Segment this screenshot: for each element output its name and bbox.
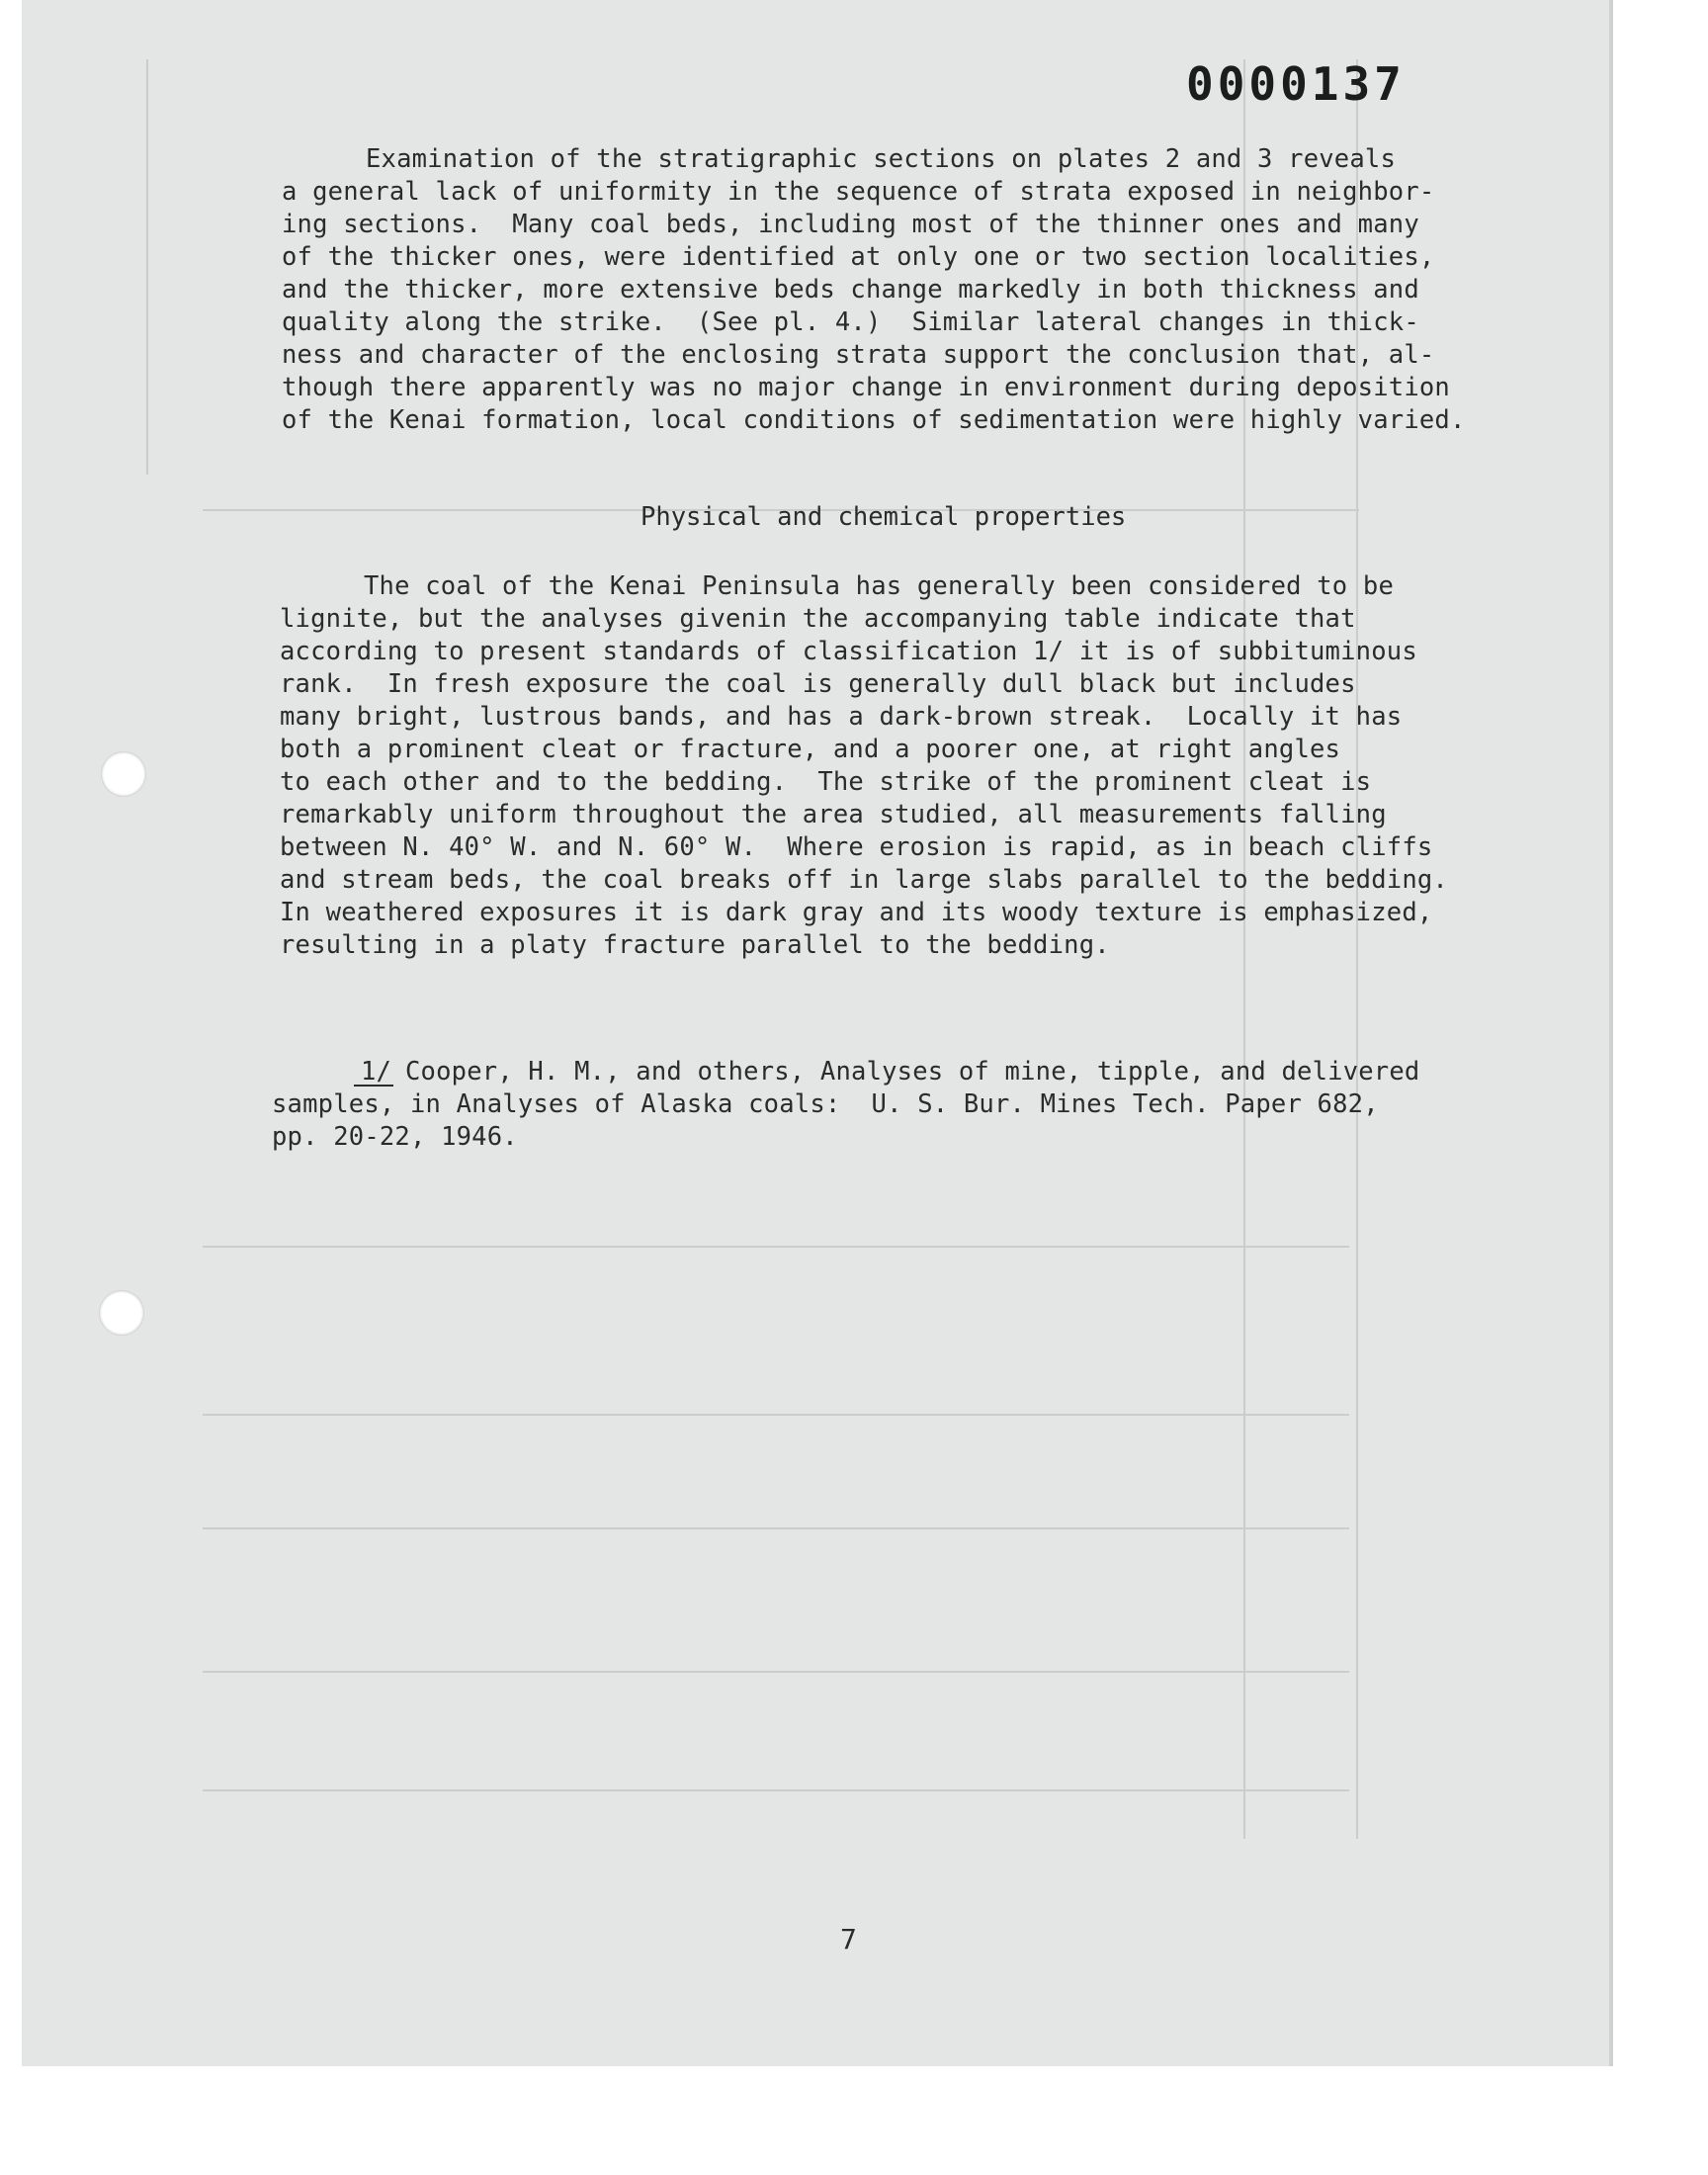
- page-edge-shadow: [1609, 0, 1613, 2066]
- text-line: a general lack of uniformity in the sequence of strata exposed in neighbor-: [282, 177, 1435, 207]
- text-line: though there apparently was no major change in environment during deposition: [282, 373, 1450, 402]
- text-line: according to present standards of classification 1/ it is of subbituminous: [280, 637, 1417, 666]
- text-line: and the thicker, more extensive beds change markedly in both thickness and: [282, 275, 1419, 304]
- text-line: Examination of the stratigraphic sections on plates 2 and 3 reveals: [366, 144, 1397, 174]
- text-line: Cooper, H. M., and others, Analyses of mine, tipple, and delivered: [405, 1057, 1420, 1087]
- bleed-through-line: [203, 1671, 1349, 1673]
- text-line: and stream beds, the coal breaks off in large slabs parallel to the bedding.: [280, 865, 1448, 895]
- text-line: of the thicker ones, were identified at only one or two section localities,: [282, 242, 1435, 272]
- text-line: The coal of the Kenai Peninsula has generally been considered to be: [364, 571, 1395, 601]
- page-number: 7: [840, 1923, 857, 1956]
- text-line: of the Kenai formation, local conditions of sedimentation were highly varied.: [282, 405, 1466, 435]
- text-line: ness and character of the enclosing strata support the conclusion that, al-: [282, 340, 1435, 370]
- text-line: lignite, but the analyses givenin the accompanying table indicate that: [280, 604, 1356, 634]
- text-line: rank. In fresh exposure the coal is generally dull black but includes: [280, 669, 1356, 699]
- bleed-through-line: [203, 1414, 1349, 1416]
- document-stamp-number: 0000137: [1186, 57, 1406, 111]
- text-line: quality along the strike. (See pl. 4.) Similar lateral changes in thick-: [282, 307, 1419, 337]
- punch-hole: [99, 1290, 144, 1336]
- punch-hole: [101, 751, 146, 797]
- text-line: between N. 40° W. and N. 60° W. Where erosion is rapid, as in beach cliffs: [280, 832, 1433, 862]
- text-line: many bright, lustrous bands, and has a dark-brown streak. Locally it has: [280, 702, 1403, 732]
- text-line: resulting in a platy fracture parallel to the bedding.: [280, 930, 1110, 960]
- section-heading: Physical and chemical properties: [640, 502, 1127, 532]
- text-line: both a prominent cleat or fracture, and a poorer one, at right angles: [280, 735, 1341, 764]
- text-line: In weathered exposures it is dark gray and its woody texture is emphasized,: [280, 898, 1433, 927]
- text-line: pp. 20-22, 1946.: [272, 1122, 518, 1152]
- bleed-through-line: [203, 1789, 1349, 1791]
- text-line: ing sections. Many coal beds, including most of the thinner ones and many: [282, 210, 1419, 239]
- bleed-through-line: [203, 1527, 1349, 1529]
- text-line: samples, in Analyses of Alaska coals: U. S. Bur. Mines Tech. Paper 682,: [272, 1089, 1379, 1119]
- text-line: to each other and to the bedding. The strike of the prominent cleat is: [280, 767, 1372, 797]
- footnote-marker: 1/: [361, 1057, 392, 1087]
- bleed-through-line: [203, 1246, 1349, 1248]
- text-line: remarkably uniform throughout the area studied, all measurements falling: [280, 800, 1387, 829]
- bleed-through-line: [146, 59, 148, 475]
